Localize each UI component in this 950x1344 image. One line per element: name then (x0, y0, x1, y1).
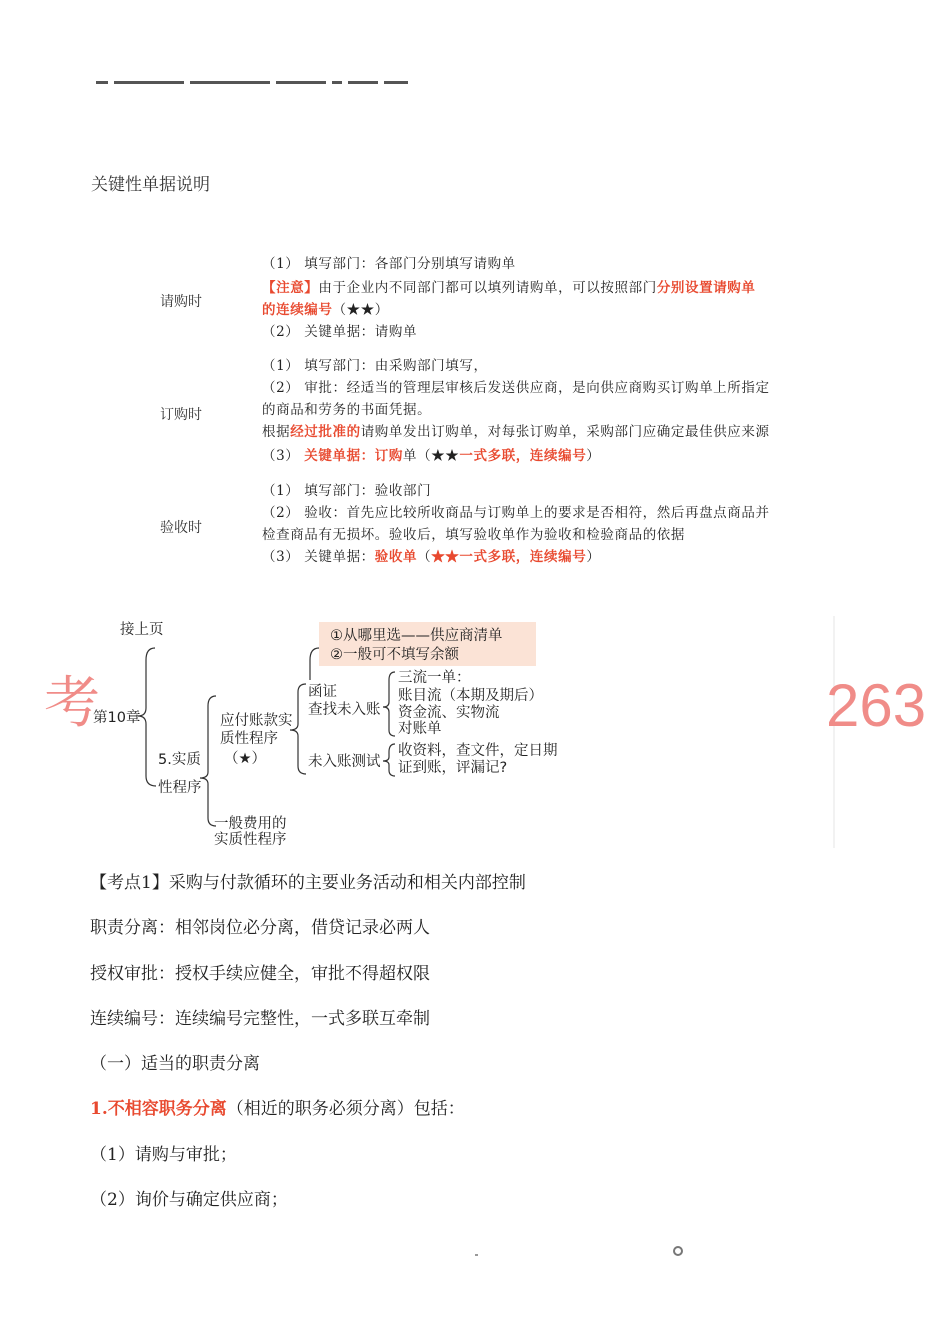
phase-line (262, 276, 756, 296)
item-head: 1.不相容职务分离 (90, 1099, 227, 1119)
flow-line-4: 对账单 (398, 721, 442, 737)
phase-line (262, 545, 600, 565)
continued-label: 接上页 (120, 622, 164, 638)
general-label-2: 实质性程序 (214, 832, 287, 848)
line-text: 单（★★ (402, 448, 460, 464)
confirm-label-2: 查找未入账 (308, 702, 381, 718)
mnemonic-duty: 职责分离：相邻岗位必分离，借贷记录必两人 (90, 918, 430, 938)
list-item: （1）请购与审批； (90, 1145, 237, 1165)
line-text: 请购单发出订购单，对每张订购单，采购部门应确定最佳供应来源 (360, 424, 770, 440)
line-text: 由于企业内不同部门都可以填列请购单，可以按照部门 (318, 280, 657, 296)
line-text: ） (586, 448, 601, 464)
point-heading: 【考点1】采购与付款循环的主要业务活动和相关内部控制 (90, 873, 526, 893)
line-text: （★★） (332, 302, 389, 318)
phase-line (262, 320, 417, 340)
line-text: 的商品和劳务的书面凭据。 (262, 402, 432, 418)
test-line-2: 证到账，评漏记? (398, 760, 508, 776)
subheading-separation: （一）适当的职责分离 (90, 1054, 260, 1074)
chapter-label: 第10章 (93, 710, 141, 726)
line-text: （2） 关键单据：请购单 (262, 324, 418, 340)
note-line-1: ①从哪里选——供应商清单 (330, 628, 503, 644)
highlight-text: 分别设置请购单 (656, 280, 756, 296)
section-title: 关键性单据说明 (91, 175, 210, 195)
mindmap (44, 612, 927, 848)
item-rest: （相近的职务必须分离）包括： (226, 1099, 465, 1119)
highlight-text: ★★一式多联，连续编号 (431, 549, 587, 565)
footer-dot (475, 1254, 478, 1256)
phase-line (262, 398, 431, 418)
general-label-1: 一般费用的 (214, 816, 287, 832)
phase-label-requisition: 请购时 (160, 294, 202, 310)
ap-label-2: 质性程序 (220, 731, 278, 747)
ap-label-1: 应付账款实 (220, 713, 293, 729)
mnemonic-approval: 授权审批：授权手续应健全，审批不得超权限 (90, 964, 430, 984)
list-item: （2）询价与确定供应商； (90, 1190, 288, 1210)
phase-label-receiving: 验收时 (160, 520, 202, 536)
line-text: 检查商品有无损坏。验收后，填写验收单作为验收和检验商品的依据 (262, 527, 685, 543)
mnemonic-numbering: 连续编号：连续编号完整性，一式多联互牵制 (90, 1009, 430, 1029)
header-remnant (96, 72, 401, 82)
line-text: （2） 审批：经适当的管理层审核后发送供应商，是向供应商购买订购单上所指定 (262, 380, 770, 396)
line-text: （1） 填写部门：各部门分别填写请购单 (262, 256, 516, 272)
substantive-label-1: 5.实质 (158, 752, 201, 768)
ap-label-star: （★） (224, 751, 266, 767)
unrecorded-test-label: 未入账测试 (308, 754, 381, 770)
flow-line-1: 三流一单： (398, 670, 471, 686)
watermark-right: 263 (826, 672, 927, 739)
footer-circle-icon (673, 1246, 683, 1256)
line-text: （2） 验收：首先应比较所收商品与订购单上的要求是否相符，然后再盘点商品并 (262, 505, 770, 521)
highlight-text: 验收单 (374, 549, 418, 565)
phase-line (262, 501, 770, 521)
phase-line (262, 376, 770, 396)
line-text: 根据 (262, 424, 291, 440)
line-text: （3） 关键单据： (262, 549, 375, 565)
highlight-text: 一式多联，连续编号 (459, 448, 587, 464)
phase-line (262, 523, 685, 543)
note-line-2: ②一般可不填写余额 (330, 647, 459, 663)
phase-line (262, 444, 600, 464)
phase-line (262, 479, 431, 499)
line-text: （3） (262, 448, 305, 464)
flow-line-3: 资金流、实物流 (398, 705, 500, 721)
phase-label-ordering: 订购时 (160, 407, 202, 423)
line-text: （1） 填写部门：验收部门 (262, 483, 432, 499)
phase-line (262, 354, 488, 374)
highlight-text: 关键单据：订购 (304, 448, 403, 464)
watermark-left: 考 (44, 671, 100, 734)
line-text: ） (586, 549, 601, 565)
phase-line (262, 298, 389, 318)
highlight-text: 经过批准的 (290, 424, 361, 440)
line-text: （1） 填写部门：由采购部门填写， (262, 358, 488, 374)
highlight-text: 【注意】 (262, 280, 319, 296)
item-incompatible-duties (90, 1094, 465, 1119)
highlight-text: 的连续编号 (262, 302, 333, 318)
phase-line (262, 252, 516, 272)
line-text: （ (417, 549, 432, 565)
flow-line-2: 账目流（本期及期后） (398, 688, 543, 704)
substantive-label-2: 性程序 (158, 780, 202, 796)
confirm-label-1: 函证 (308, 684, 337, 700)
phase-line (262, 420, 770, 440)
test-line-1: 收资料，查文件，定日期 (398, 743, 558, 759)
